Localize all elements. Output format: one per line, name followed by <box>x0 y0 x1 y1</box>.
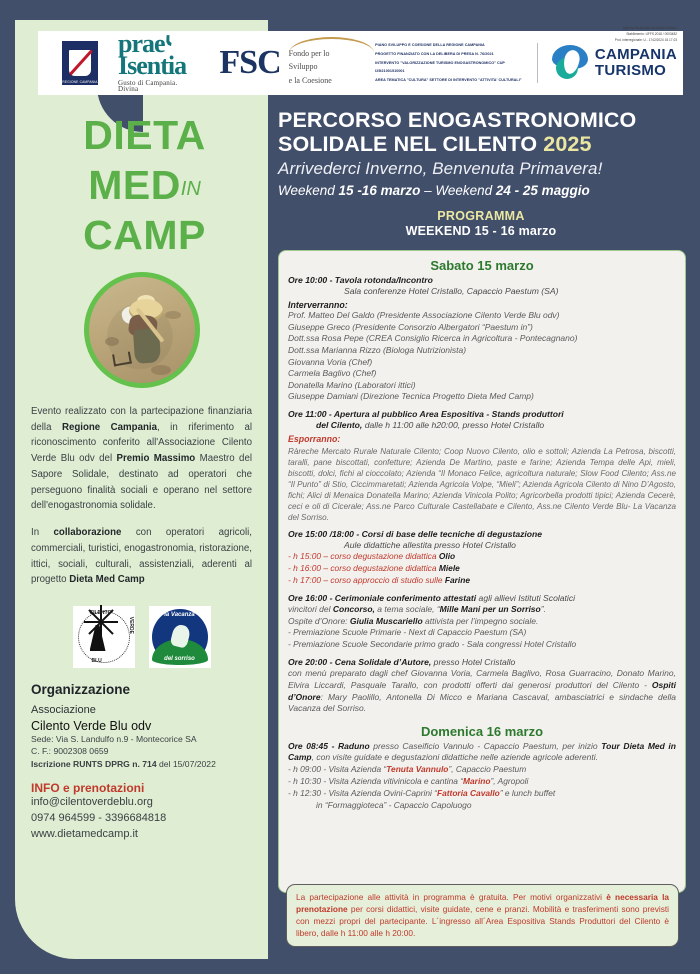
event-cena-solidale <box>288 657 676 714</box>
event-3-lead: Ore 15:00 /18:00 - Corsi di base delle tecniche di degustazione <box>288 529 543 540</box>
main-title-line-2: SOLIDALE NEL CILENTO 2025 <box>278 132 592 157</box>
fsc-line2: e la Coesione <box>288 75 332 85</box>
info-website[interactable]: www.dietamedcamp.it <box>31 827 138 840</box>
event-4-line-2: vincitori del Concorso, a tema sociale, “Mille Mani per un Sorriso”. <box>288 604 546 615</box>
praesentia-word2: Isentia <box>118 50 187 80</box>
logo-divider <box>537 43 538 83</box>
campania-micro-2: Stabilimento: UFFS.2018 / 0003482 <box>626 32 677 37</box>
programma-weekend: WEEKEND 15 - 16 marzo <box>405 224 557 239</box>
brand-line-2-group <box>37 160 252 210</box>
organizzazione-heading: Organizzazione <box>31 681 131 697</box>
campania-name-2: TURISMO <box>594 62 667 79</box>
list-item: - h 17:00 – corso approccio di studio sulle Farine <box>288 575 471 586</box>
event-tavola-rotonda <box>288 275 676 297</box>
list-item: Donatella Marino (Laboratori ittici) <box>288 379 416 390</box>
fsc-mark: FSC <box>219 44 281 81</box>
event-6-body: Ore 08:45 - Raduno presso Caseificio Vannulo - Capaccio Paestum, per inizio Tour Dieta Med in Camp, con visite guidate e degustazioni didattiche nelle aziende agricole aderenti. <box>288 740 676 763</box>
event-4-lead-line: Ore 16:00 - Cerimoniale conferimento attestati agli allievi Istituti Scolatici <box>288 593 576 604</box>
day-heading-saturday: Sabato 15 marzo <box>430 258 534 273</box>
main-title-line-1: PERCORSO ENOGASTRONOMICO <box>278 108 637 132</box>
event-4-guest: Ospite d’Onore: Giulia Muscariello attivista per l’impegno sociale. <box>288 615 539 626</box>
cilento-verde-blu-logo <box>73 606 135 668</box>
list-item: - Premiazione Scuole Primarie - Next di Capaccio Paestum (SA) <box>288 627 527 638</box>
cvb-text-1: CILENTO <box>89 609 112 616</box>
farmer-photo <box>84 272 200 388</box>
sidebar-paragraph-1: Evento realizzato con la partecipazione finanziaria della Regione Campania, in riferimento al riconoscimento conferito all'Associazione Cilento Verde Blu odv del Premio Massimo Maestro del Sapore Solidale, destinato ad operatori che perseguono finalità sociali e operano nel settore dell'enogastronomia solidale. <box>31 406 252 512</box>
event-2-venue-line: del Cilento, dalle h 11:00 alle h20:00, presso Hotel Cristallo <box>316 419 545 430</box>
speakers-label: Interverranno: <box>288 300 348 311</box>
sponsor-logo-bar <box>38 26 683 95</box>
italy-boot-icon <box>165 35 172 46</box>
courses-list <box>288 551 676 587</box>
org-sede: Sede: Via S. Landulfo n.9 - Montecorice SA <box>31 733 197 744</box>
campania-micro-3: Prot. interregionale: U - 1742/2024 15.17.03 <box>614 38 677 43</box>
info-email[interactable]: info@cilentoverdeblu.org <box>31 796 153 809</box>
brand-in: IN <box>180 178 201 201</box>
list-item: - h 09:00 - Visita Azienda “Tenuta Vannulo”, Capaccio Paestum <box>288 763 527 774</box>
speakers-list <box>288 310 676 402</box>
funding-line-4: AREA TEMATICA "CULTURA" SETTORE DI INTERVENTO "ATTIVITA' CULTURALI" <box>375 78 522 83</box>
sidebar-description <box>31 404 252 588</box>
main-dates: Weekend 15 -16 marzo – Weekend 24 - 25 maggio <box>278 183 590 199</box>
event-3-venue: Aule didattiche allestita presso Hotel Cristallo <box>344 540 516 551</box>
photo-container <box>31 272 252 388</box>
brand-line-1: DIETA <box>83 112 206 158</box>
sidebar-paragraph-2: In collaborazione con operatori agricoli, commerciali, turistici, enogastronomia, ristorazione, ittici, sociali, culturali, assistenziali, aderenti al progetto Dieta Med Camp <box>31 527 252 586</box>
program-box <box>278 250 686 893</box>
booking-note-box <box>286 884 679 947</box>
organizer-logos <box>31 606 252 668</box>
campania-turismo-logo <box>552 26 677 81</box>
campania-swirl-icon <box>552 45 588 81</box>
event-2-lead: Ore 11:00 - Apertura al pubblico Area Espositiva - Stands produttori <box>288 408 564 419</box>
fsc-swoosh-icon <box>289 37 374 53</box>
list-item: Prof. Matteo Del Galdo (Presidente Associazione Cilento Verde Blu odv) <box>288 310 560 321</box>
hoe-fork-icon <box>112 352 132 367</box>
event-5-lead-line: Ore 20:00 - Cena Solidale d’Autore, presso Hotel Cristallo <box>288 657 516 668</box>
list-item: Giovanna Voria (Chef) <box>288 356 373 367</box>
campania-micro-text <box>567 25 677 43</box>
event-1-lead: Ore 10:00 - Tavola rotonda/Incontro <box>288 275 433 285</box>
event-apertura-area-espositiva <box>288 409 676 431</box>
sidebar-content <box>15 96 268 959</box>
event-6-visit-continuation: in “Formaggioteca” - Capaccio Capoluogo <box>316 799 472 810</box>
funding-line-2: PROGETTO FINANZIATO CON LA DELIBERA DI PRESA N. 76/2021 <box>375 51 494 56</box>
praesentia-word1: prae <box>118 29 165 59</box>
org-cf: C. F.: 9002308 0659 <box>31 746 109 757</box>
info-heading: INFO e prenotazioni <box>31 781 145 796</box>
programma-heading: PROGRAMMA <box>437 209 525 224</box>
event-corsi-degustazione <box>288 529 676 551</box>
brand-title <box>31 110 252 260</box>
list-item: - h 15:00 – corso degustazione didattica Olio <box>288 551 456 562</box>
fsc-fulltext <box>289 39 354 88</box>
day-heading-sunday: Domenica 16 marzo <box>420 723 544 739</box>
booking-note-text: La partecipazione alle attività in programma è gratuita. Per motivi organizzativi è necessaria la prenotazione per corsi didattici, visite guidate, cene e pranzi. Mobilità e trasferimenti sono previsti con mezzi propri del partecipante. L´ingresso all´Area Espositiva Stands Produttori del Cilento è libero, dalle h 11:00 alle h 20:00. <box>296 892 670 939</box>
list-item: Giuseppe Damiani (Direzione Tecnica Progetto Dieta Med Camp) <box>288 391 534 402</box>
event-1-venue: Sala conferenze Hotel Cristallo, Capaccio Paestum (SA) <box>344 286 559 297</box>
main-titles <box>278 108 684 238</box>
brand-line-2: MED <box>88 162 181 209</box>
praesentia-logo <box>118 29 195 93</box>
cvb-text-3: BLU <box>91 657 102 664</box>
fsc-line1: Fondo per lo Sviluppo <box>288 48 330 72</box>
exhibitors-text: Ràreche Mercato Rurale Naturale Cilento; Coop Nuovo Cilento, olio e sottoli; Azienda La Petrosa, biscotti, taralli, pane biscottati, confetture; Azienda De Martino, paste e farine; Azienda Tempa delle Api, mieli, biscotti, dolci, fichi al cioccolato; Azienda “Il Monaco Felice, agricoltura naturale; Slow Food Cilento; Ass.ne “Il Punto” di Stio, Ciccimmaretati; Azienda Agricola Volpe, “Mieli”; Azienda Agricola Cilento di Nino D’Agosto, fichi; Alici di Menaica Donatella Marino; Azienda Vinicola Polito; Agricorbella prodotti tipici; Azienda Cecerè, ceci e oli di Cicerale; Ass.ne Parco Culturale Castellabate e Cilento, Ass.ne Cilento Verde Blu- La Vacanza del Sorriso. <box>288 447 676 523</box>
info-phone[interactable]: 0974 964599 - 3396684818 <box>31 811 167 824</box>
vacanza-del-sorriso-logo <box>149 606 211 668</box>
regione-caption: REGIONE CAMPANIA <box>62 80 98 84</box>
esporranno-label: Esporranno: <box>288 434 341 445</box>
campania-wordmark <box>595 47 677 79</box>
main-subtitle: Arrivederci Inverno, Benvenuta Primavera! <box>278 159 603 179</box>
list-item: - h 16:00 – corso degustazione didattica Miele <box>288 563 460 574</box>
regione-campania-logo <box>44 41 98 85</box>
campania-micro-1: Agenzia Regionale Campania Turismo <box>622 26 677 30</box>
list-item: Dott.ssa Marianna Rizzo (Biologa Nutrizionista) <box>288 344 467 355</box>
cvb-text-2: VERDE <box>128 616 135 634</box>
funding-disclaimer <box>375 41 527 85</box>
list-item: - Premiazione Scuole Secondarie primo grado - Sala congressi Hotel Cristallo <box>288 639 577 650</box>
org-name: Cilento Verde Blu odv <box>31 718 152 733</box>
event-raduno-tour <box>288 741 676 812</box>
vacanza-text-1: la Vacanza <box>164 611 195 618</box>
org-iscrizione: Iscrizione RUNTS DPRG n. 714 del 15/07/2022 <box>31 758 216 769</box>
windmill-icon <box>76 609 135 665</box>
list-item: - h 10:30 - Visita Azienda vitivinicola e cantina “Marino”, Agropoli <box>288 775 529 786</box>
org-association-label: Associazione <box>31 703 96 716</box>
event-5-body: con menù preparato dagli chef Giovanna Voria, Carmela Baglivo, Rosa Guarracino, Donato Marino, Elvira Liccardi, Pasquale Tarallo, con prodotti offerti dai generosi produttori del Cilento - Ospiti d’Onore: Mary Paolillo, Antonella Di Micco e Mariana Cascaval, ambasciatrici e sindache della Vacanza del Sorriso. <box>288 668 676 714</box>
funding-line-3: INTERVENTO "VALORIZZAZIONE TURISMO ENOGASTRONOMICO" CUP I25I21001510001 <box>375 60 505 74</box>
brand-line-3: CAMP <box>83 212 206 259</box>
event-cerimoniale-attestati <box>288 593 676 651</box>
funding-line-1: PIANO SVILUPPO E COESIONE DELLA REGIONE CAMPANIA <box>375 42 485 47</box>
praesentia-tagline: Gusto di Campania. Divina <box>118 79 178 93</box>
campania-name-1: CAMPANIA <box>594 46 677 64</box>
list-item: Giuseppe Greco (Presidente Consorzio Albergatori “Paestum in”) <box>288 321 533 332</box>
list-item: Dott.ssa Rosa Pepe (CREA Consiglio Ricerca in Agricoltura - Pontecagnano) <box>288 333 578 344</box>
vacanza-text-2: del sorriso <box>164 655 195 662</box>
main-title-year: 2025 <box>543 132 592 157</box>
list-item: - h 12:30 - Visita Azienda Ovini-Caprini “Fattoria Cavallo” e lunch buffet <box>288 787 556 798</box>
fsc-logo <box>219 39 353 88</box>
smile-hand-icon <box>152 609 208 665</box>
shield-icon <box>69 50 91 76</box>
list-item: Carmela Baglivo (Chef) <box>288 368 377 379</box>
